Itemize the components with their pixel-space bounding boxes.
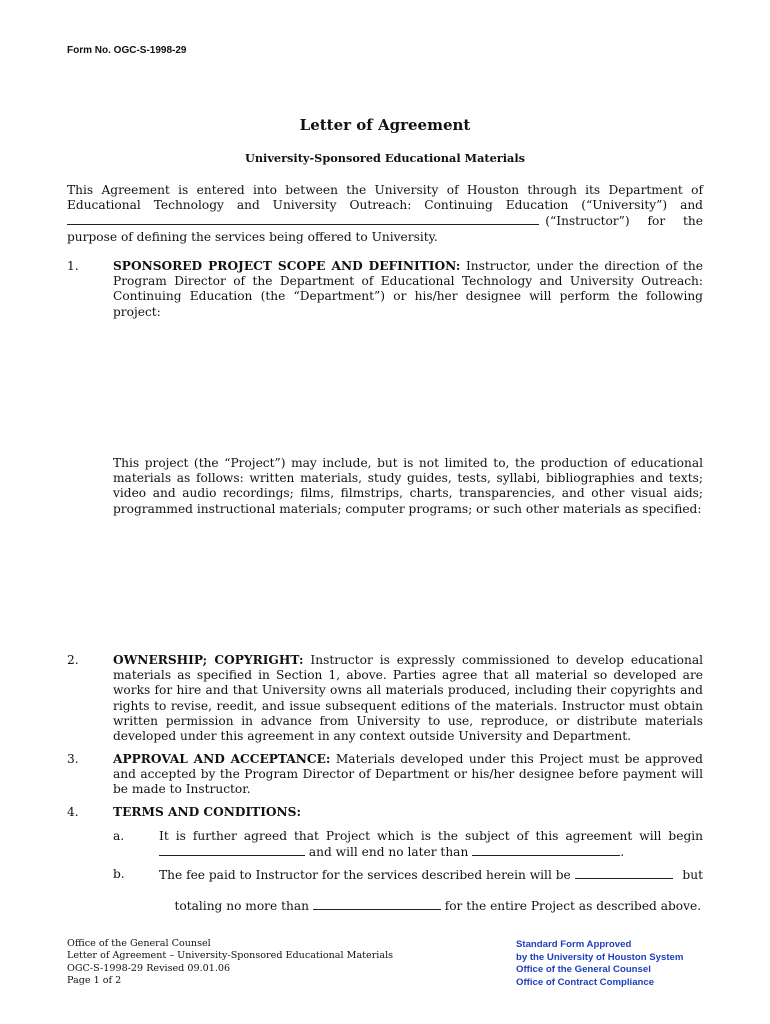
- begin-date-field[interactable]: [159, 844, 305, 856]
- document-subtitle: University-Sponsored Educational Materials: [244, 151, 526, 165]
- specified-materials-field[interactable]: [113, 522, 703, 647]
- section-4b-line-2: [159, 883, 703, 930]
- total-fee-field[interactable]: [313, 898, 441, 910]
- section-4-heading: TERMS AND CONDITIONS:: [113, 805, 301, 819]
- section-1-project-text: This project (the “Project”) may include, but is not limited to, the production of educational materials as follows: written materials, study guides, tests, syllabi, bibliographies and texts; video and audio recordings; films, filmstrips, charts, transparencies, and other visual aids; programmed instructional materials; computer programs; or such other materials as specified:: [113, 456, 703, 516]
- section-4b-line-1: [159, 867, 703, 883]
- intro-paragraph: [67, 183, 703, 245]
- section-4b-line2-pre: totaling no more than: [174, 899, 313, 914]
- approval-line-1: Standard Form Approved: [516, 939, 632, 950]
- footer-page-number: Page 1 of 2: [67, 975, 122, 987]
- section-3-body: [113, 752, 703, 798]
- footer-office: Office of the General Counsel: [67, 938, 211, 949]
- end-date-field[interactable]: [472, 844, 620, 856]
- section-4b-body: [159, 867, 703, 930]
- section-2-body: [113, 653, 703, 744]
- section-1-number: 1.: [67, 259, 79, 273]
- section-4a-line-1: It is further agreed that Project which is the subject of this agreement will begin: [159, 829, 703, 843]
- section-3-text: Materials developed under this Project must be approved and accepted by the Program Director of Department or his/her designee before payment will be made to Instructor.: [113, 752, 703, 797]
- section-4a-mid: and will end no later than: [305, 845, 473, 860]
- document-title: Letter of Agreement: [299, 116, 471, 134]
- intro-line-3: [67, 213, 703, 229]
- section-4a-line-2: [159, 844, 703, 860]
- section-4b-pre: The fee paid to Instructor for the services described herein will be: [159, 868, 575, 882]
- instructor-label: (“Instructor”) for the: [545, 214, 703, 229]
- section-4b-label: b.: [113, 867, 125, 881]
- section-4b-post: but: [678, 868, 703, 882]
- section-4a-body: [159, 829, 703, 860]
- intro-line-2: Educational Technology and University Outreach: Continuing Education (“University”) and: [67, 198, 703, 213]
- section-2-number: 2.: [67, 653, 79, 667]
- section-3-number: 3.: [67, 752, 79, 766]
- footer-doc-title: Letter of Agreement – University-Sponsored Educational Materials: [67, 950, 394, 962]
- approval-line-2: by the University of Houston System: [516, 951, 684, 963]
- section-4a-label: a.: [113, 829, 125, 843]
- form-number: Form No. OGC-S-1998-29: [67, 45, 187, 56]
- section-2-heading: OWNERSHIP; COPYRIGHT:: [113, 653, 304, 667]
- approval-line-3: Office of the General Counsel: [516, 964, 651, 976]
- approval-line-4: Office of Contract Compliance: [516, 976, 655, 988]
- instructor-name-field[interactable]: [67, 213, 539, 225]
- intro-line-4: purpose of defining the services being offered to University.: [67, 229, 438, 244]
- section-4b-line2-post: for the entire Project as described above.: [440, 899, 702, 914]
- section-4-number: 4.: [67, 805, 79, 819]
- footer-left: [67, 938, 393, 988]
- fee-field[interactable]: [575, 867, 673, 879]
- approval-stamp: [516, 939, 683, 989]
- section-3-heading: APPROVAL AND ACCEPTANCE:: [113, 752, 331, 766]
- section-1-heading: SPONSORED PROJECT SCOPE AND DEFINITION:: [113, 259, 461, 273]
- section-2-text: Instructor is expressly commissioned to develop educational materials as specified in Section 1, above. Parties agree that all material so developed are works for hire and that University owns all materials produced, including their copyrights and rights to revise, reedit, and issue subsequent editions of the materials. Instructor must obtain written permission in advance from University to use, reproduce, or distribute materials developed under this agreement in any context outside University and Department.: [113, 653, 704, 744]
- footer-revision: OGC-S-1998-29 Revised 09.01.06: [67, 962, 231, 974]
- project-description-field[interactable]: [113, 310, 703, 450]
- section-4a-end: .: [620, 845, 625, 860]
- intro-line-1: This Agreement is entered into between the University of Houston through its Department of: [67, 183, 703, 197]
- section-1-text: Instructor, under the direction of the Program Director of the Department of Educational Technology and University Outreach: Continuing Education (the “Department”) or his/her designee will perform the following project:: [113, 259, 703, 319]
